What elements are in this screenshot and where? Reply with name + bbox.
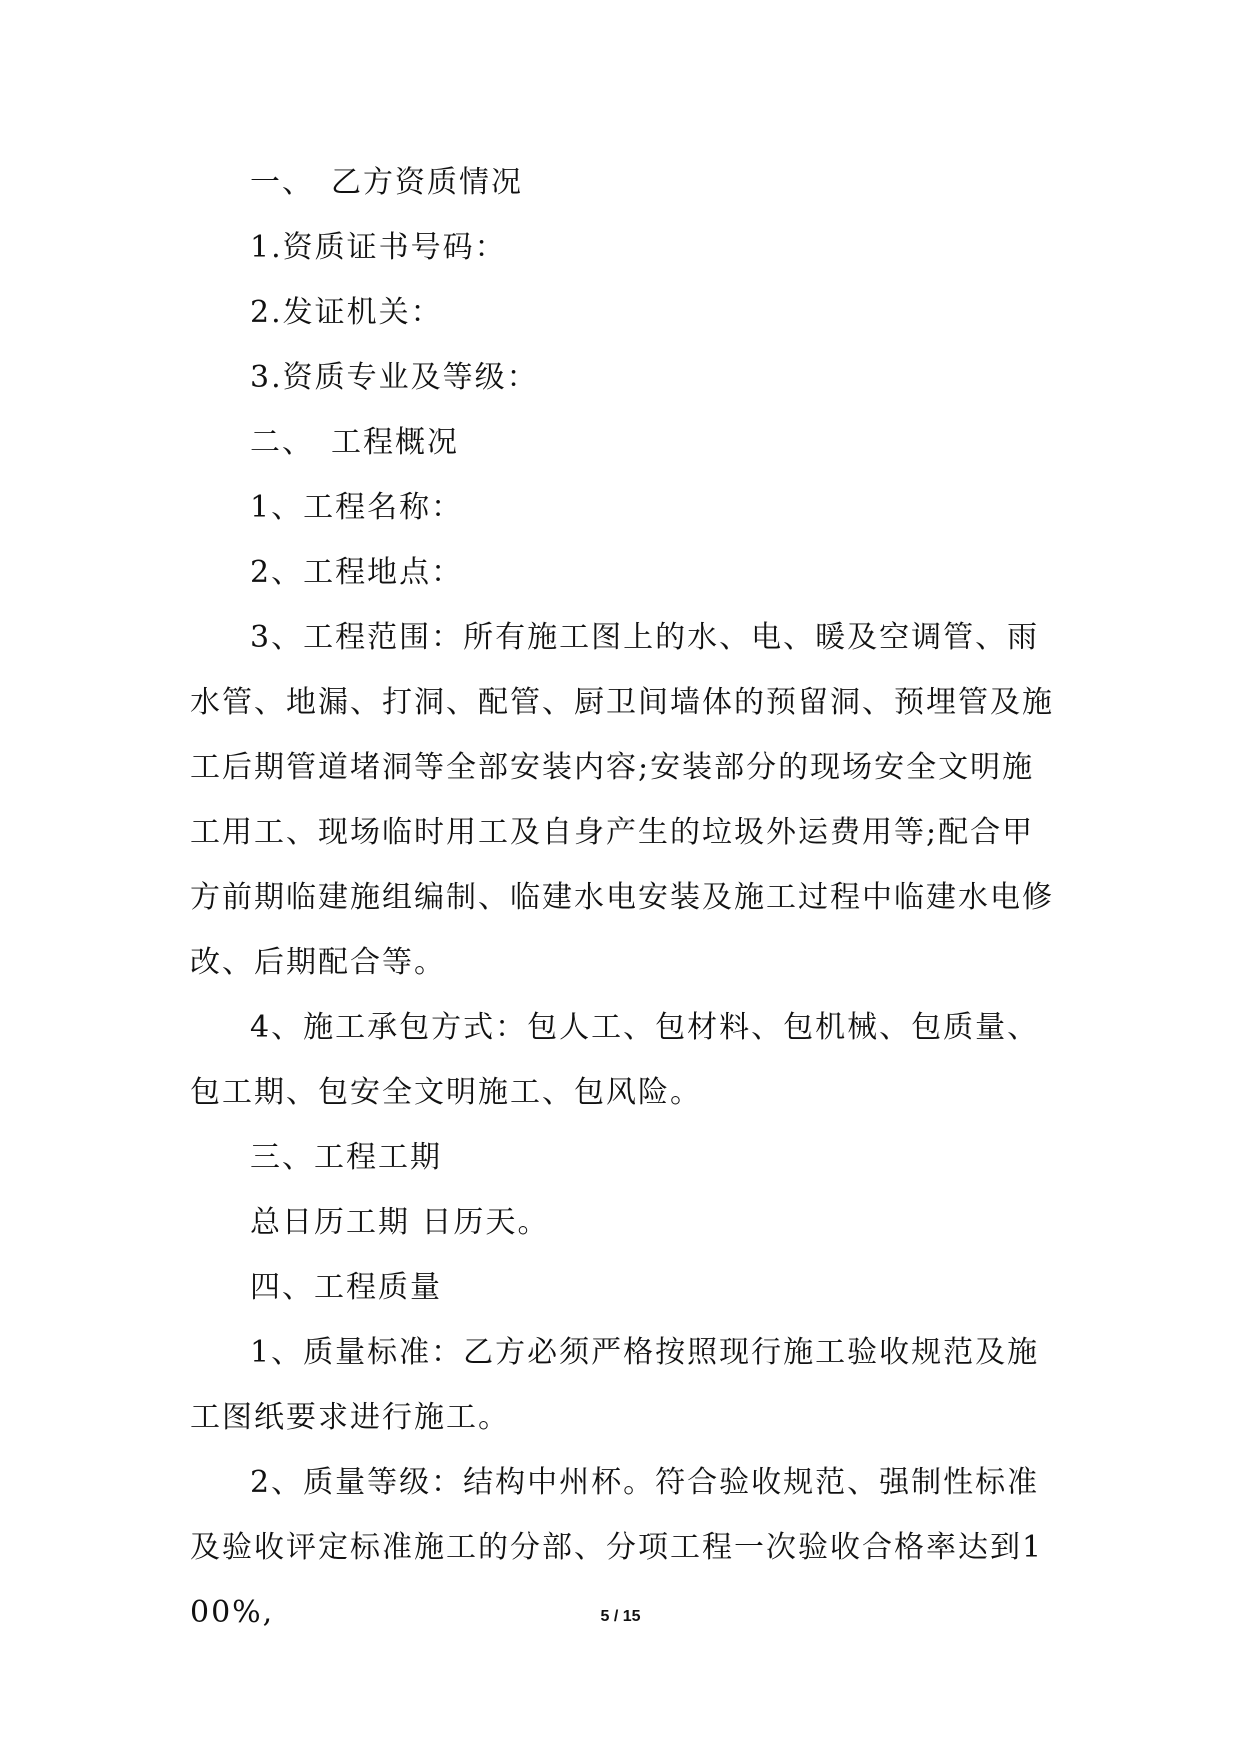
field-issuing-authority: 2.发证机关： — [250, 295, 443, 330]
field-project-location: 2、工程地点： — [250, 555, 464, 590]
paragraph-total-duration: 总日历工期 日历天。 — [250, 1205, 550, 1240]
page-number: 5 / 15 — [600, 1608, 641, 1625]
paragraph-project-scope: 3、工程范围：所有施工图上的水、电、暖及空调管、雨水管、地漏、打洞、配管、厨卫间墙体的预留洞、预埋管及施工后期管道堵洞等全部安装内容;安装部分的现场安全文明施工用工、现场临时用工及自身产生的垃圾外运费用等;配合甲方前期临建施组编制、临建水电安装及施工过程中临建水电修改、后期配合等。 — [190, 620, 1054, 980]
paragraph-quality-level: 2、质量等级：结构中州杯。符合验收规范、强制性标准及验收评定标准施工的分部、分项工程一次验收合格率达到100%, — [190, 1465, 1044, 1630]
field-qualification-level: 3.资质专业及等级： — [250, 360, 539, 395]
field-project-name: 1、工程名称： — [250, 490, 464, 525]
paragraph-contract-method: 4、施工承包方式：包人工、包材料、包机械、包质量、包工期、包安全文明施工、包风险。 — [190, 1010, 1040, 1110]
field-certificate-number: 1.资质证书号码： — [250, 230, 507, 265]
document-body — [190, 150, 1060, 1645]
section-heading-qualification: 一、 乙方资质情况 — [250, 165, 523, 200]
section-heading-schedule: 三、工程工期 — [250, 1140, 442, 1175]
paragraph-quality-standard: 1、质量标准：乙方必须严格按照现行施工验收规范及施工图纸要求进行施工。 — [190, 1335, 1040, 1435]
section-heading-overview: 二、 工程概况 — [250, 425, 459, 460]
section-heading-quality: 四、工程质量 — [250, 1270, 442, 1305]
